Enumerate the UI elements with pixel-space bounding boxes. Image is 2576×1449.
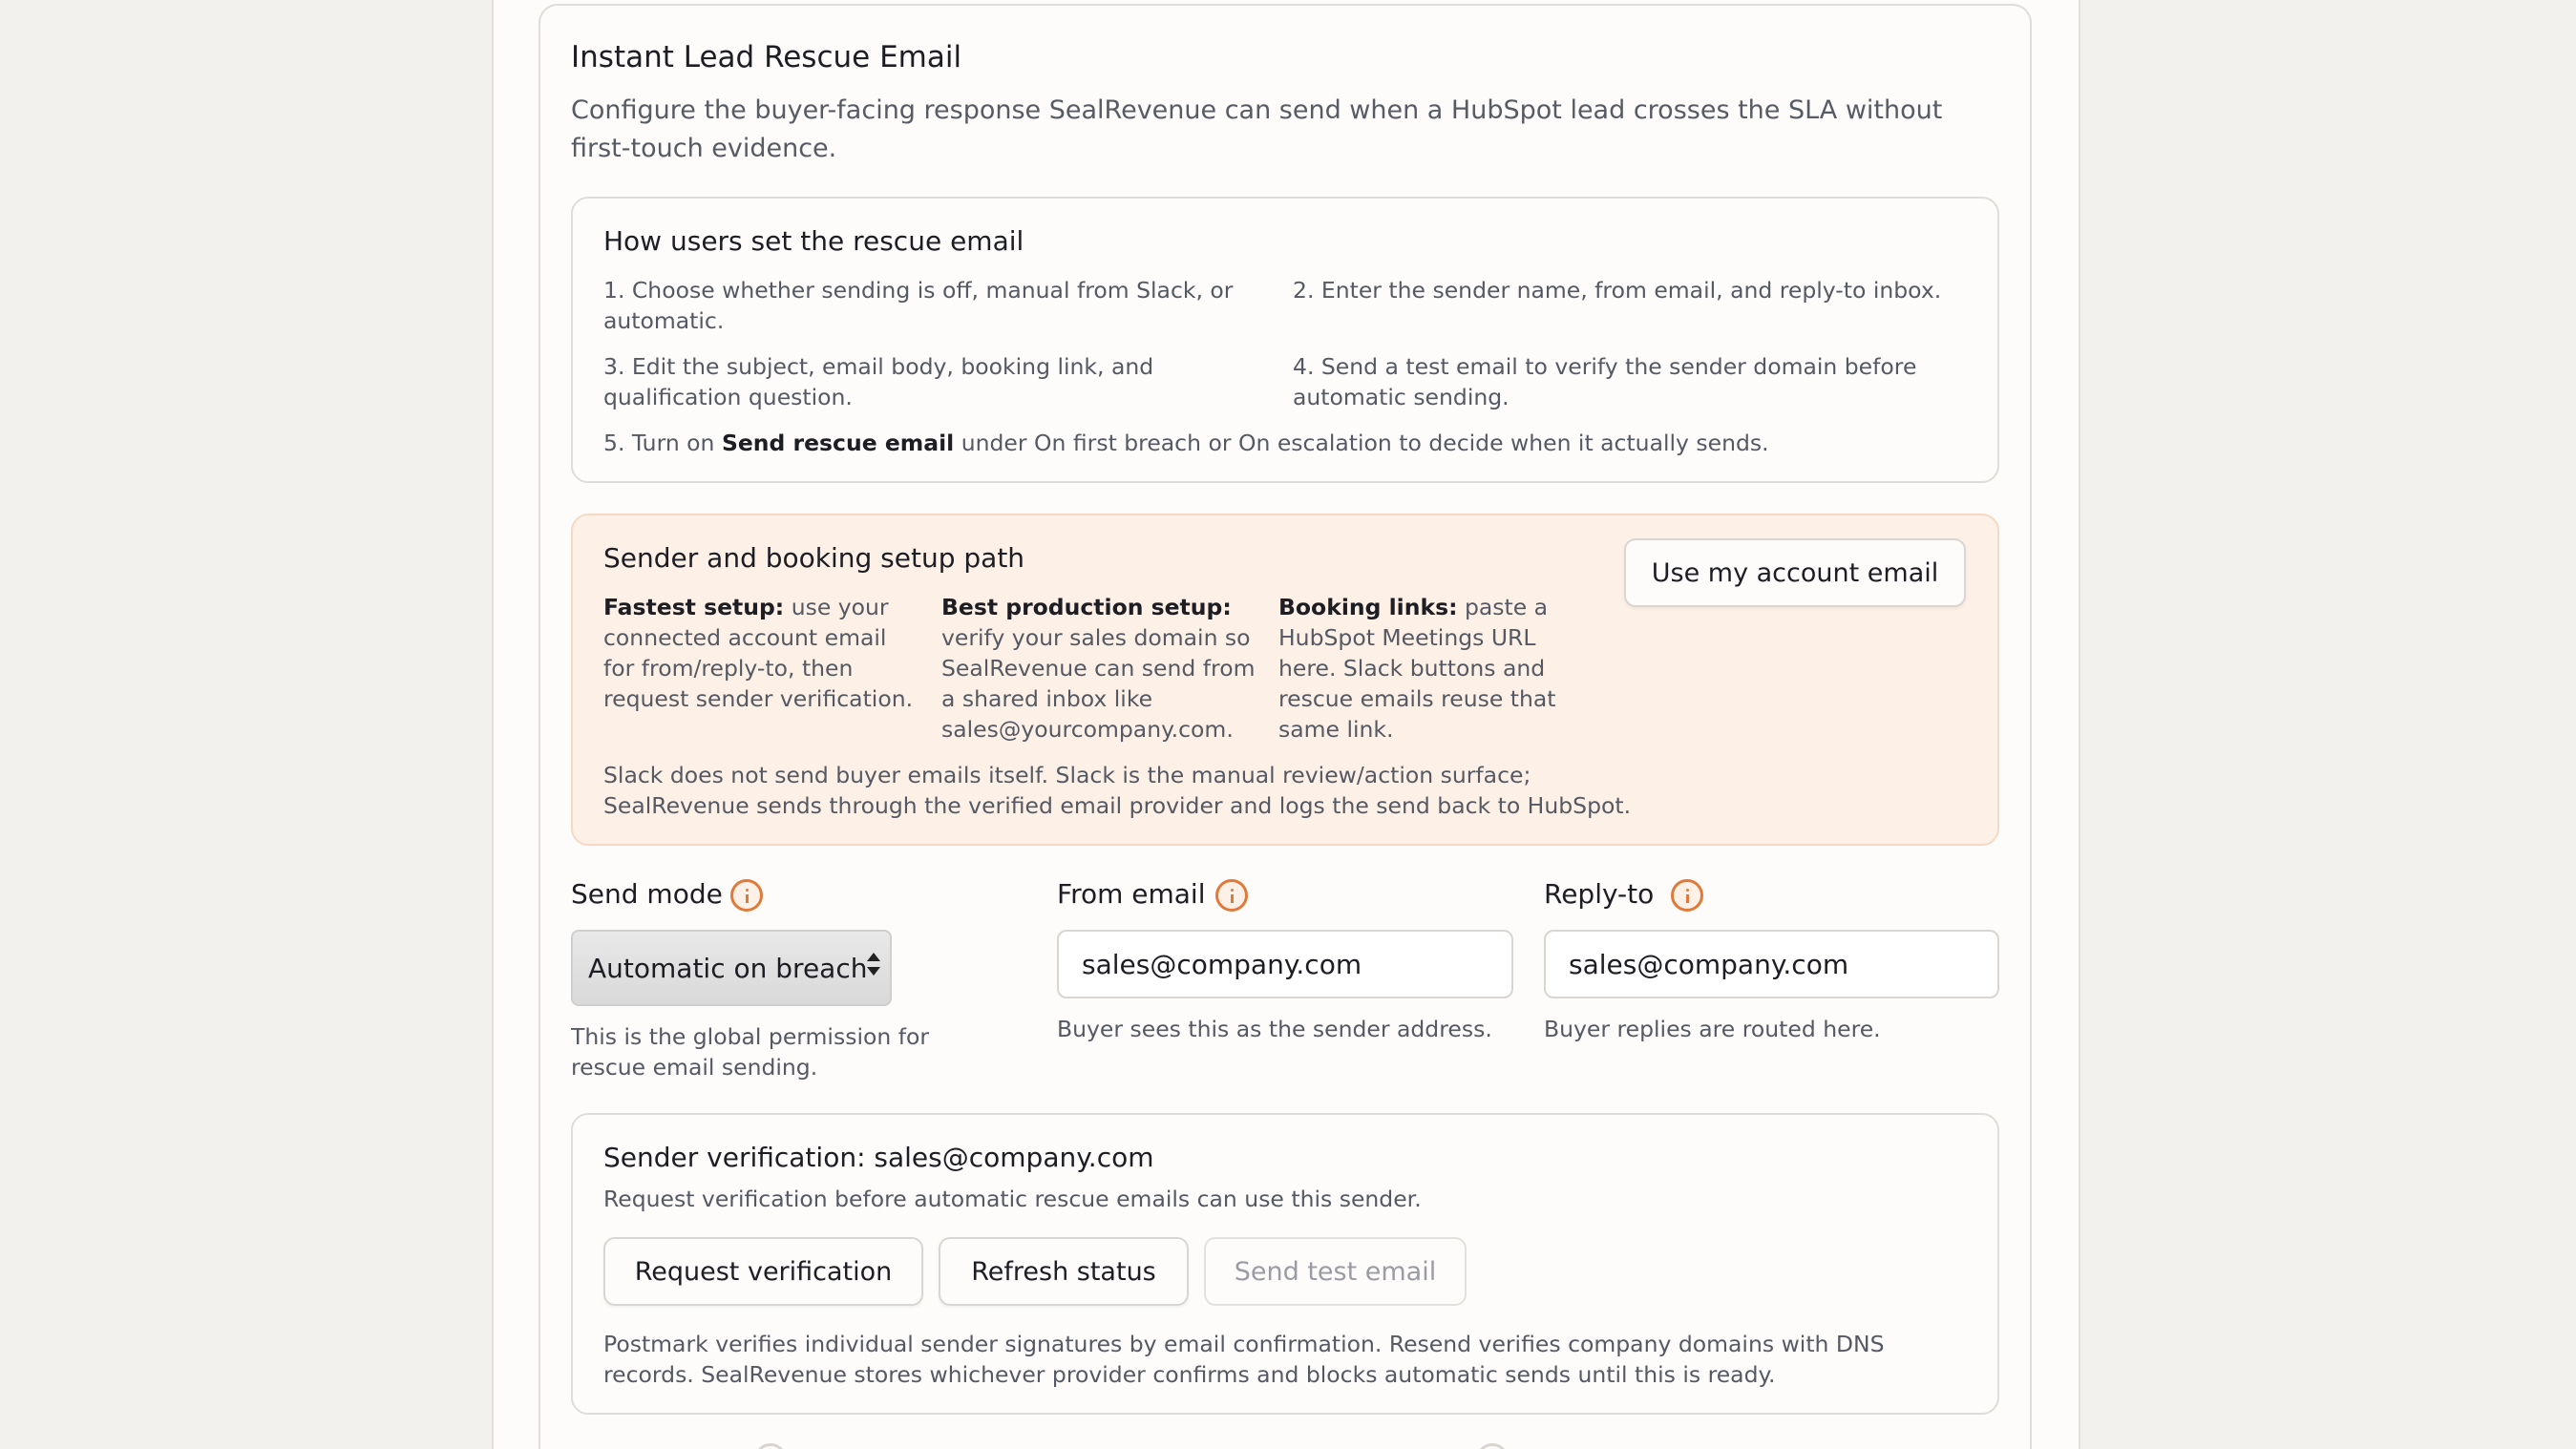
send-mode-info-icon[interactable] — [730, 879, 763, 912]
reply-to-info-icon[interactable] — [1671, 879, 1703, 912]
fastest-label: Fastest setup: — [603, 594, 785, 620]
card-description: Configure the buyer-facing response SealRevenue can send when a HubSpot lead crosses the SLA without first-touch evidence. — [571, 95, 1943, 163]
fastest-text: use your connected account email for from/reply-to, then request sender verification. — [603, 594, 914, 712]
production-text: verify your sales domain so SealRevenue can send from a shared inbox like sales@yourcompany.com. — [941, 624, 1256, 743]
verification-title: Sender verification: sales@company.com — [603, 1142, 1154, 1173]
how-users-step-5 — [603, 428, 1978, 458]
step-5-bold: Send rescue email — [721, 430, 955, 456]
how-users-step-1: 1. Choose whether sending is off, manual from Slack, or automatic. — [603, 277, 1234, 334]
setup-path-title: Sender and booking setup path — [603, 542, 1025, 574]
from-email-label: From email — [1057, 878, 1206, 910]
from-email-info-icon[interactable] — [1215, 879, 1248, 912]
from-email-hint: Buyer sees this as the sender address. — [1057, 1016, 1492, 1042]
setup-slack-note: Slack does not send buyer emails itself. Slack is the manual review/action surface; SealRevenue sends through the verified email provider and logs the send back to HubSpot. — [603, 762, 1632, 819]
step-5-suffix: under On first breach or On escalation to decide when it actually sends. — [954, 430, 1769, 456]
send-mode-value: Automatic on breach — [588, 952, 868, 984]
from-email-input[interactable]: sales@company.com — [1057, 930, 1513, 998]
send-mode-select[interactable] — [571, 930, 892, 1006]
how-users-title: How users set the rescue email — [603, 225, 1024, 257]
step-5-prefix: 5. Turn on — [603, 430, 722, 456]
how-users-step-4: 4. Send a test email to verify the sender domain before automatic sending. — [1293, 353, 1917, 410]
reply-to-hint: Buyer replies are routed here. — [1544, 1016, 1881, 1042]
verification-note: Postmark verifies individual sender signatures by email confirmation. Resend verifies company domains with DNS records. SealRevenue stores whichever provider confirms and blocks automatic sends until this is ready. — [603, 1331, 1885, 1388]
reply-to-input[interactable]: sales@company.com — [1544, 930, 1999, 998]
request-verification-button[interactable]: Request verification — [603, 1237, 923, 1306]
send-mode-label: Send mode — [571, 878, 723, 910]
send-test-email-button[interactable]: Send test email — [1204, 1237, 1467, 1306]
how-users-step-2: 2. Enter the sender name, from email, and reply-to inbox. — [1293, 277, 1942, 304]
send-mode-hint: This is the global permission for rescue email sending. — [571, 1023, 930, 1081]
setup-col-booking — [1278, 592, 1594, 745]
booking-text: paste a HubSpot Meetings URL here. Slack buttons and rescue emails reuse that same link. — [1278, 594, 1556, 743]
how-users-step-3: 3. Edit the subject, email body, booking link, and qualification question. — [603, 353, 1154, 410]
use-account-email-button[interactable]: Use my account email — [1624, 538, 1966, 607]
select-arrows-icon — [867, 953, 880, 979]
booking-label: Booking links: — [1278, 594, 1458, 620]
setup-col-production — [941, 592, 1261, 745]
card-title: Instant Lead Rescue Email — [571, 40, 962, 74]
production-label: Best production setup: — [941, 594, 1232, 620]
reply-to-label: Reply-to — [1544, 878, 1655, 910]
verification-subtitle: Request verification before automatic rescue emails can use this sender. — [603, 1186, 1422, 1212]
refresh-status-button[interactable]: Refresh status — [939, 1237, 1189, 1306]
setup-col-fastest — [603, 592, 918, 714]
